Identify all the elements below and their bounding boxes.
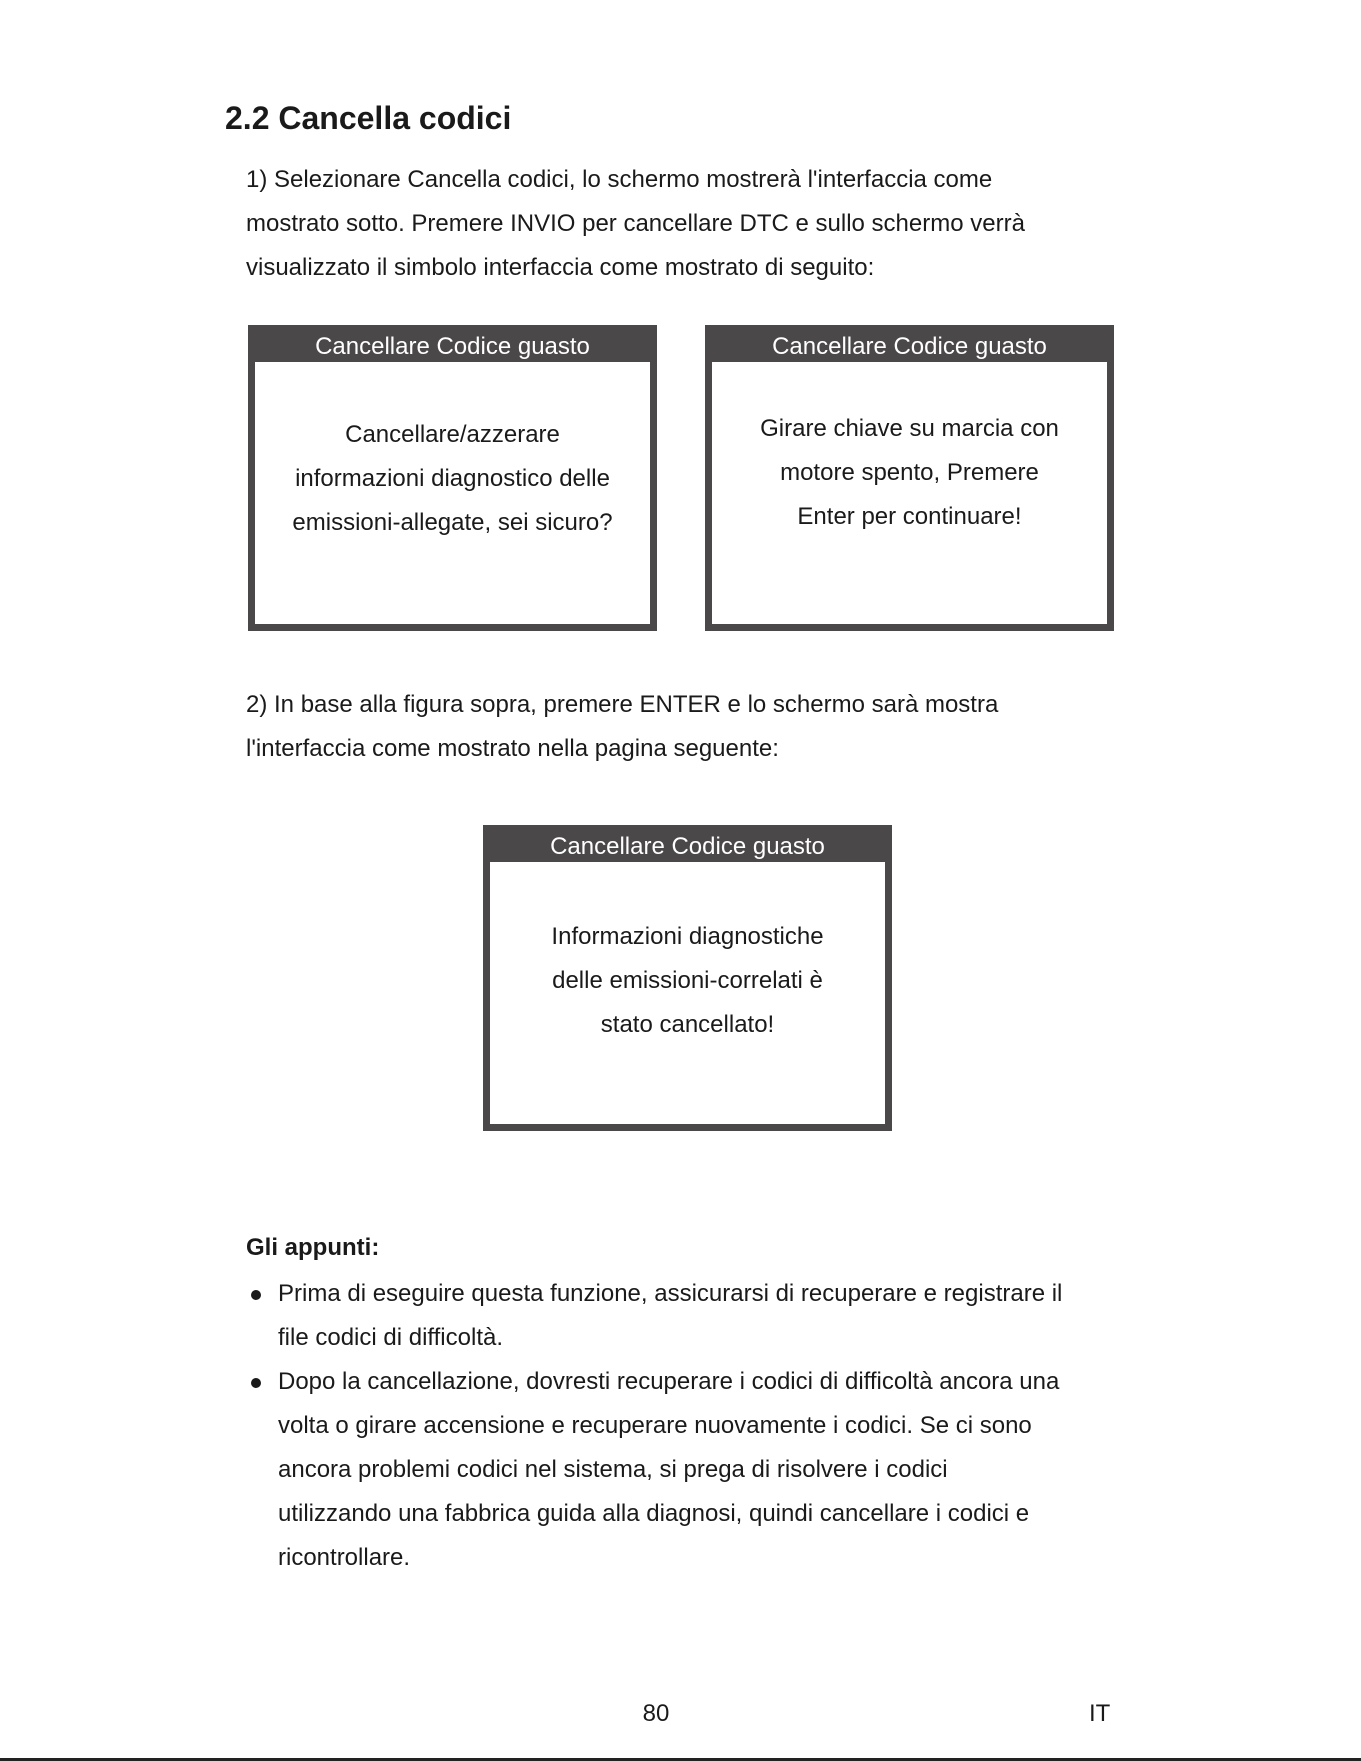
screen-message-line: informazioni diagnostico delle — [295, 465, 610, 492]
note-line: utilizzando una fabbrica guida alla diagnosi, quindi cancellare i codici e — [278, 1500, 1030, 1527]
note-line: volta o girare accensione e recuperare nuovamente i codici. Se ci sono — [278, 1412, 1032, 1439]
screen-message-line: motore spento, Premere — [780, 459, 1039, 486]
note-line: file codici di difficoltà. — [278, 1324, 503, 1351]
screen-message-line: Enter per continuare! — [797, 503, 1022, 530]
step-2-line: 2) In base alla figura sopra, premere ENTER e lo schermo sarà mostra — [246, 691, 999, 718]
page-number: 80 — [642, 1700, 670, 1727]
note-item — [246, 1360, 1126, 1580]
screen-message — [255, 362, 650, 545]
step-2-line: l'interfaccia come mostrato nella pagina seguente: — [246, 735, 779, 762]
screen-message — [712, 362, 1107, 539]
step-1-line: 1) Selezionare Cancella codici, lo schermo mostrerà l'interfaccia come — [246, 166, 993, 193]
note-line: ricontrollare. — [278, 1544, 411, 1571]
screen-header: Cancellare Codice guasto — [490, 832, 885, 862]
screen-message-line: Girare chiave su marcia con — [760, 415, 1059, 442]
screen-header: Cancellare Codice guasto — [712, 332, 1107, 362]
screen-message-line: Cancellare/azzerare — [345, 421, 560, 448]
step-2-text — [246, 683, 1146, 771]
screen-header: Cancellare Codice guasto — [255, 332, 650, 362]
note-line: ancora problemi codici nel sistema, si prega di risolvere i codici — [278, 1456, 948, 1483]
screen-message-line: stato cancellato! — [600, 1011, 775, 1038]
note-item — [246, 1272, 1126, 1360]
language-code: IT — [1089, 1700, 1111, 1727]
step-1-line: mostrato sotto. Premere INVIO per cancellare DTC e sullo schermo verrà — [246, 210, 1025, 237]
notes-title: Gli appunti: — [246, 1234, 380, 1261]
screen-message-line: delle emissioni-correlati è — [552, 967, 823, 994]
screen-message-line: emissioni-allegate, sei sicuro? — [292, 509, 613, 536]
step-1-text — [246, 158, 1146, 290]
note-line: Dopo la cancellazione, dovresti recuperare i codici di difficoltà ancora una — [278, 1368, 1060, 1395]
note-line: Prima di eseguire questa funzione, assicurarsi di recuperare e registrare il — [278, 1280, 1063, 1307]
screen-message — [490, 862, 885, 1047]
screen-confirm-clear — [248, 325, 657, 631]
screen-message-line: Informazioni diagnostiche — [551, 923, 824, 950]
section-title: 2.2 Cancella codici — [225, 100, 512, 136]
notes-list — [246, 1272, 1126, 1580]
bullet-icon — [251, 1378, 261, 1388]
bullet-icon — [251, 1290, 261, 1300]
step-1-line: visualizzato il simbolo interfaccia come mostrato di seguito: — [246, 254, 875, 281]
screen-clear-complete — [483, 825, 892, 1131]
screen-ignition-prompt — [705, 325, 1114, 631]
